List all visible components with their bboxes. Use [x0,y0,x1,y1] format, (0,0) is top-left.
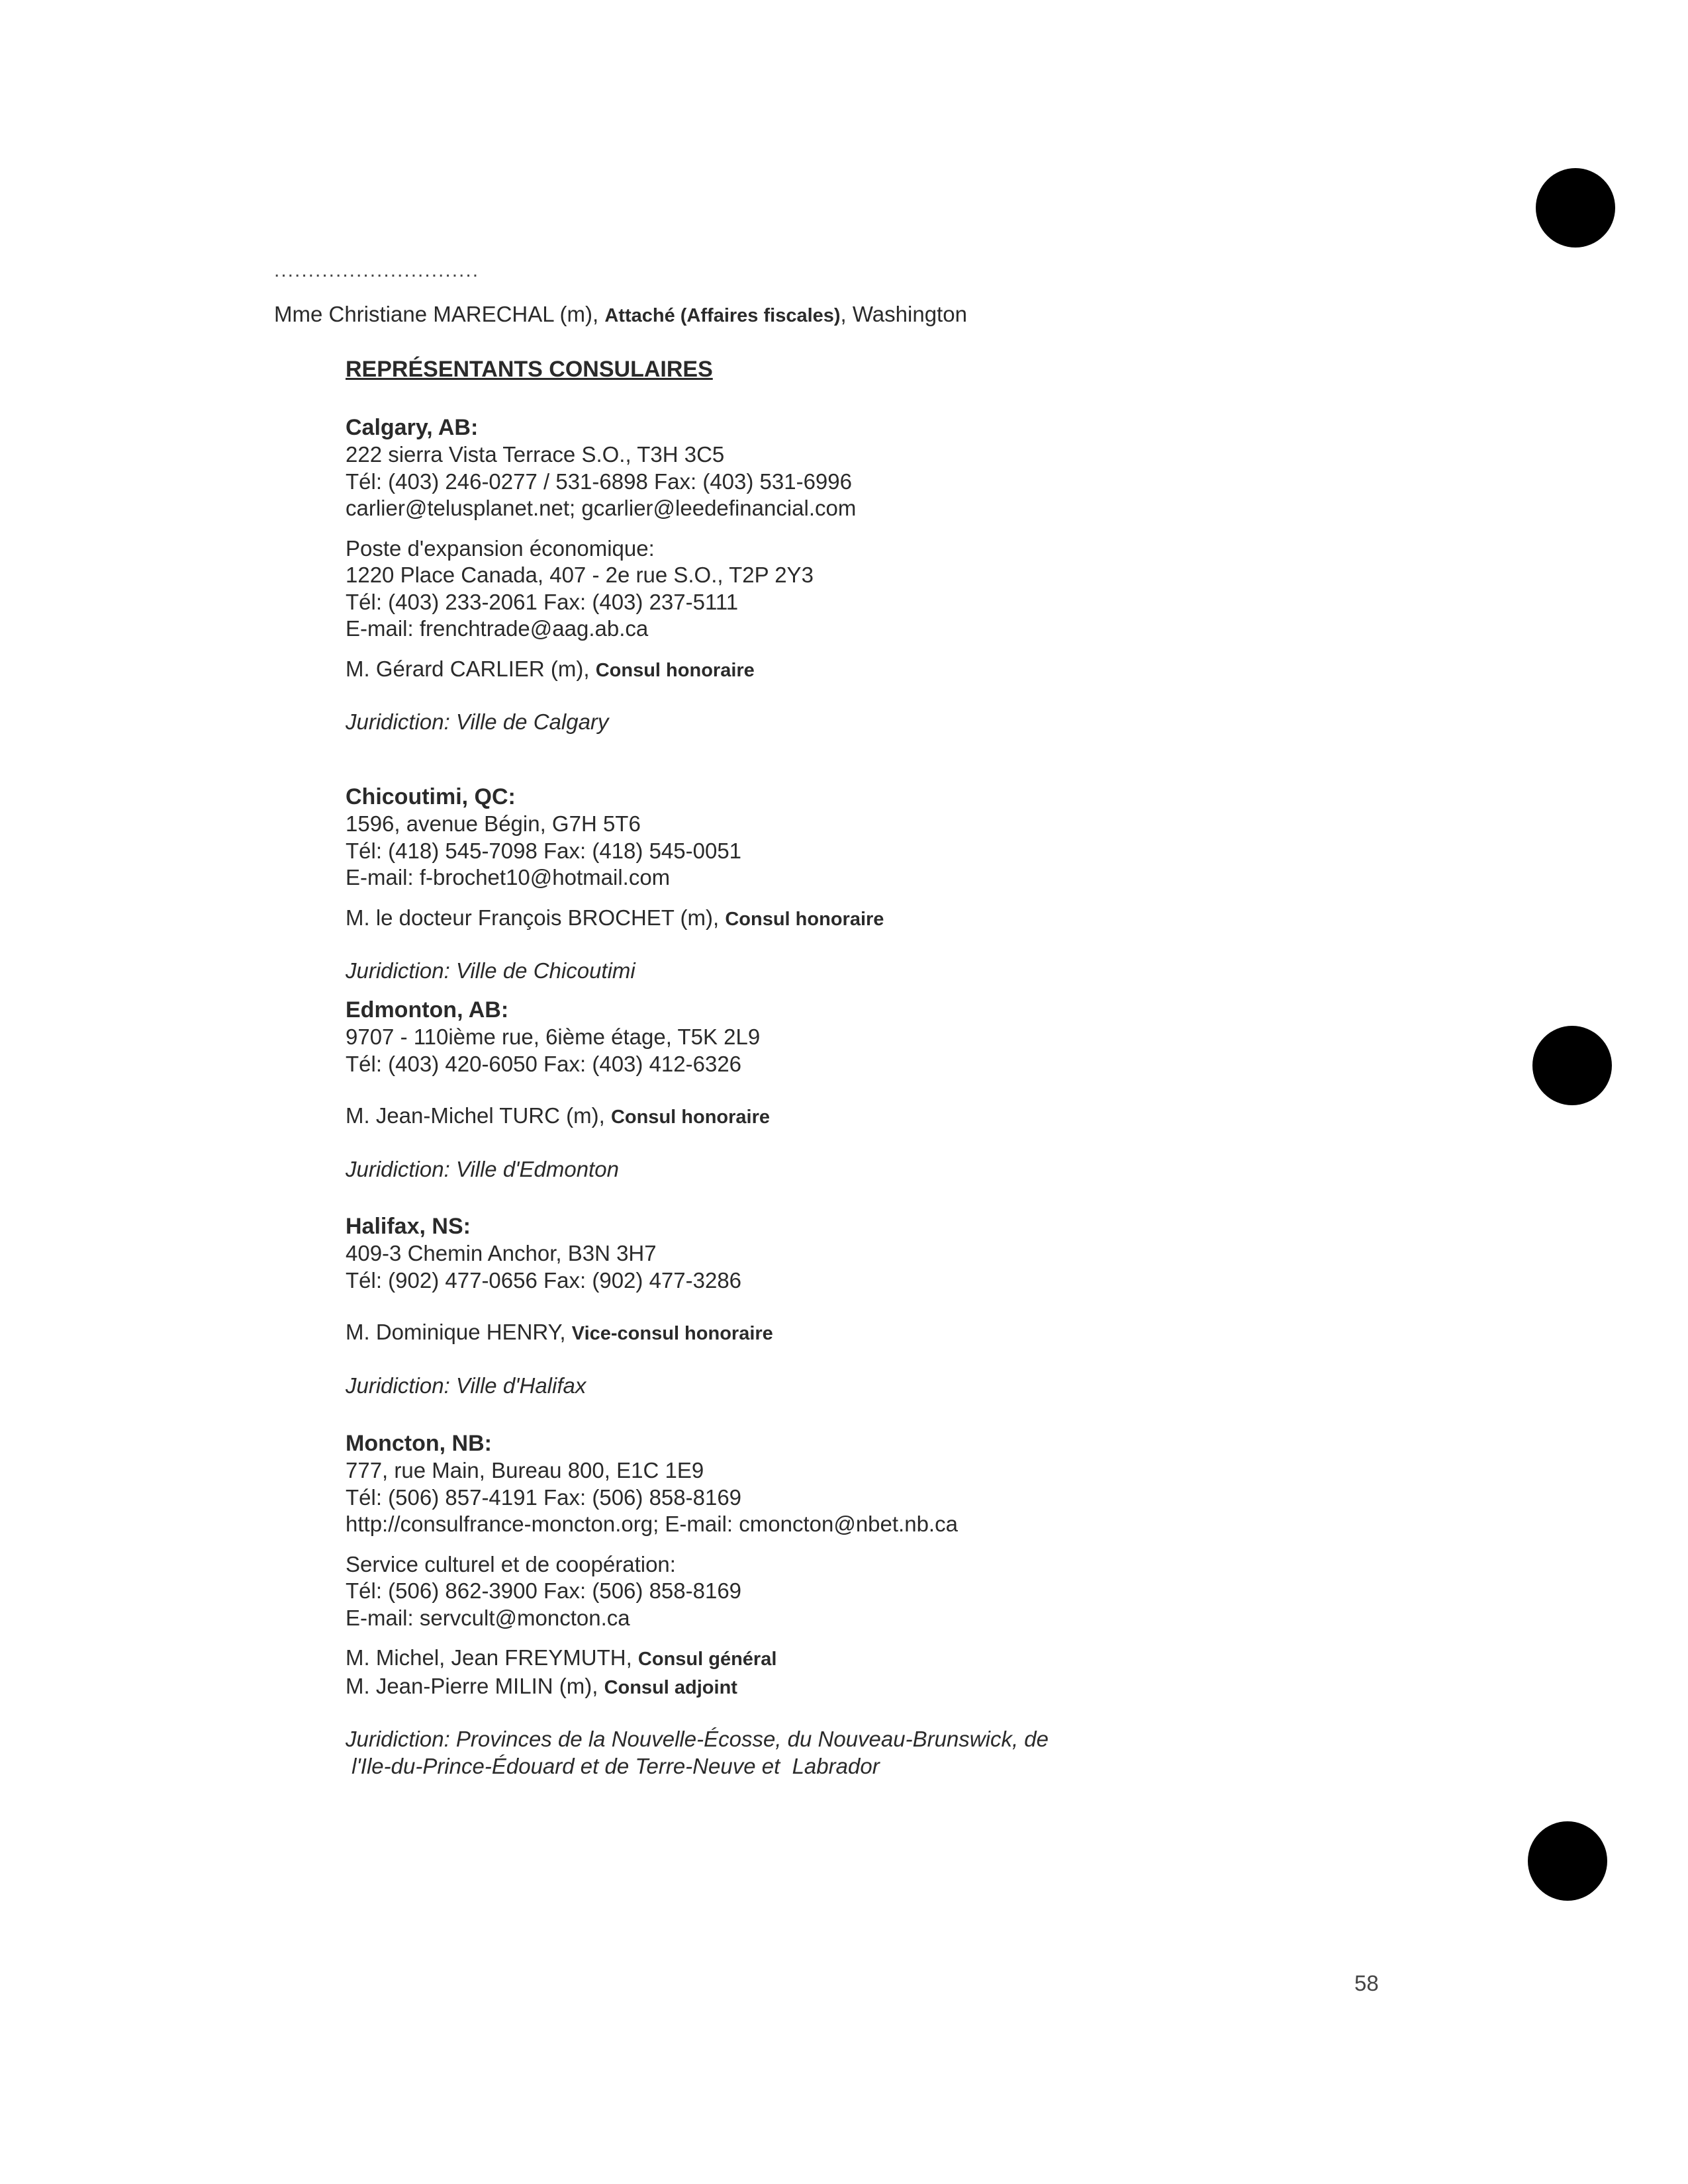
consul-name: M. Jean-Michel TURC (m), [346,1103,611,1128]
consul-adjoint [346,1673,1504,1702]
consul-title: Consul honoraire [595,659,755,681]
consulate-halifax [346,1212,1504,1399]
jurisdiction: Juridiction: Ville d'Edmonton [346,1156,619,1181]
office-phone-fax: Tél: (506) 862-3900 Fax: (506) 858-8169 [346,1578,742,1603]
address: 409-3 Chemin Anchor, B3N 3H7 [346,1241,657,1265]
consul-general [346,1645,1504,1673]
attache-place: , Washington [840,302,967,326]
city-title: Edmonton, AB: [346,997,509,1023]
city-title: Chicoutimi, QC: [346,784,516,809]
jurisdiction-line-2: l'Ile-du-Prince-Édouard et de Terre-Neuve et Labrador [346,1753,880,1778]
consul-title: Vice-consul honoraire [571,1323,773,1344]
consul-name: M. Dominique HENRY, [346,1320,572,1344]
consul [346,1103,1504,1131]
dotted-separator: .............................. [274,259,480,281]
phone-fax: Tél: (403) 246-0277 / 531-6898 Fax: (403) 531-6996 [346,469,852,494]
phone-fax: Tél: (403) 420-6050 Fax: (403) 412-6326 [346,1051,742,1076]
page-number: 58 [1354,1971,1379,1995]
consulate-chicoutimi [346,783,1504,985]
consulate-moncton [346,1430,1504,1780]
city-title: Halifax, NS: [346,1214,471,1239]
consul-name: M. Michel, Jean FREYMUTH, [346,1645,638,1670]
address: 777, rue Main, Bureau 800, E1C 1E9 [346,1458,704,1482]
consul [346,905,1504,933]
phone-fax: Tél: (418) 545-7098 Fax: (418) 545-0051 [346,838,742,863]
city-title: Moncton, NB: [346,1431,492,1456]
address: 222 sierra Vista Terrace S.O., T3H 3C5 [346,442,725,467]
phone-fax: Tél: (506) 857-4191 Fax: (506) 858-8169 [346,1484,742,1510]
office-address: 1220 Place Canada, 407 - 2e rue S.O., T2P 2Y3 [346,563,814,587]
jurisdiction: Juridiction: Ville d'Halifax [346,1373,586,1398]
phone-fax: Tél: (902) 477-0656 Fax: (902) 477-3286 [346,1267,742,1293]
office-label: Poste d'expansion économique: [346,535,655,561]
consulate-calgary [346,414,1504,736]
jurisdiction: Juridiction: Ville de Calgary [346,709,609,734]
office-email: E-mail: frenchtrade@aag.ab.ca [346,616,649,641]
web-email: http://consulfrance-moncton.org; E-mail: cmoncton@nbet.nb.ca [346,1512,958,1536]
consul-title: Consul général [637,1649,777,1670]
consul-title: Consul honoraire [610,1107,771,1128]
office-phone-fax: Tél: (403) 233-2061 Fax: (403) 237-5111 [346,589,739,614]
binder-hole [1536,168,1615,248]
consul-title: Consul honoraire [725,908,884,930]
email: E-mail: f-brochet10@hotmail.com [346,865,671,889]
consul-name: M. Jean-Pierre MILIN (m), [346,1673,604,1698]
jurisdiction-line-1: Juridiction: Provinces de la Nouvelle-Écosse, du Nouveau-Brunswick, de [346,1727,1049,1751]
consul-name: M. Gérard CARLIER (m), [346,656,596,681]
address: 9707 - 110ième rue, 6ième étage, T5K 2L9 [346,1024,761,1049]
binder-hole [1532,1026,1612,1105]
consul [346,1319,1504,1347]
jurisdiction: Juridiction: Ville de Chicoutimi [346,958,635,983]
binder-hole [1528,1821,1607,1901]
consul-title: Consul adjoint [604,1676,737,1698]
section-heading: REPRÉSENTANTS CONSULAIRES [346,357,713,382]
consulate-edmonton [346,996,1504,1183]
office-email: E-mail: servcult@moncton.ca [346,1605,630,1630]
consul [346,656,1504,684]
city-title: Calgary, AB: [346,415,479,440]
address: 1596, avenue Bégin, G7H 5T6 [346,811,641,836]
attache-line [274,301,967,329]
attache-title: Attaché (Affaires fiscales) [604,305,841,326]
office-label: Service culturel et de coopération: [346,1551,676,1576]
email: carlier@telusplanet.net; gcarlier@leedefinancial.com [346,496,857,520]
consul-name: M. le docteur François BROCHET (m), [346,905,726,930]
attache-name: Mme Christiane MARECHAL (m), [274,302,605,326]
